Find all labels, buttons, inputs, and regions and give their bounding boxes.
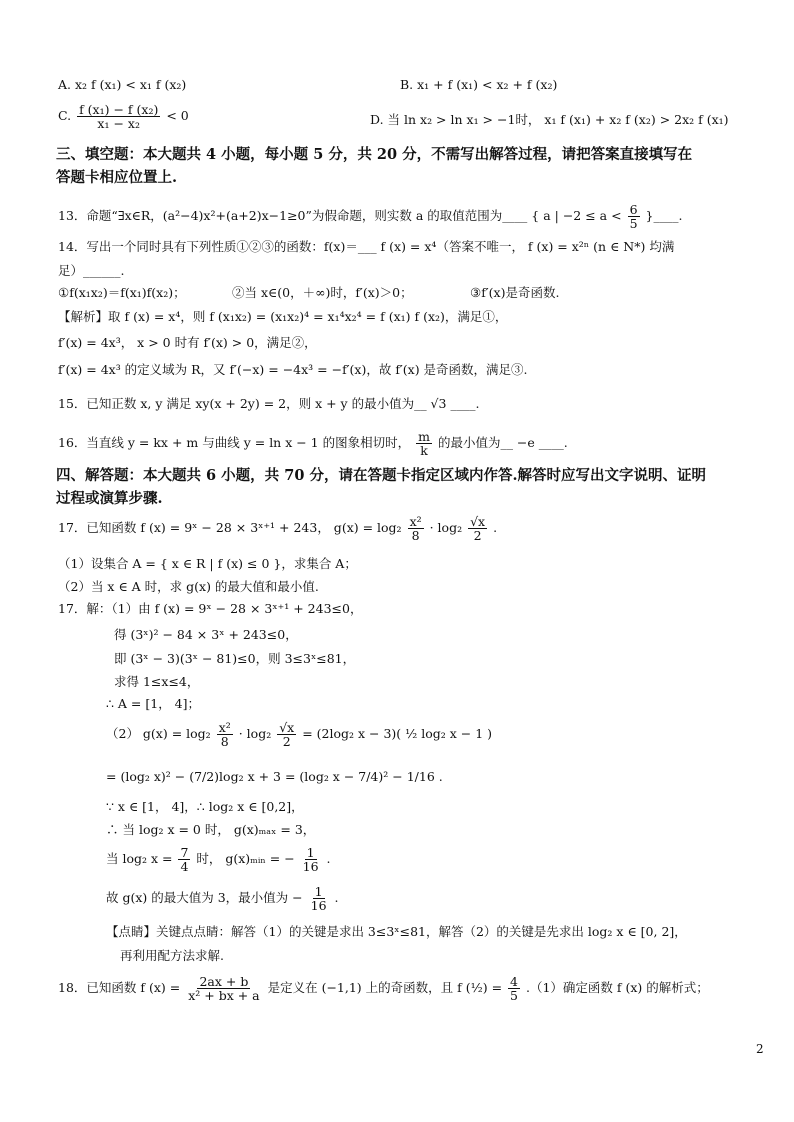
option-b: B. x₁ + f (x₁) < x₂ + f (x₂) bbox=[400, 77, 558, 92]
q17-solution-f: = (log₂ x)² − (7/2)log₂ x + 3 = (log₂ x − 7/4)² − 1/16 . bbox=[106, 769, 443, 784]
q14-solution-3: f′(x) = 4x³ 的定义域为 R，又 f′(−x) = −4x³ = −f′(x)，故 f′(x) 是奇函数，满足③. bbox=[58, 362, 528, 377]
q14-line1: 14．写出一个同时具有下列性质①②③的函数：f(x)＝___ f (x) = x⁴（答案不唯一， f (x) = x²ⁿ (n ∈ N*) 均满 bbox=[58, 239, 675, 254]
q17-stem-frac1 bbox=[408, 515, 424, 542]
q13-text: 13．命题“∃x∈R，(a²−4)x²+(a+2)x−1≥0”为假命题，则实数 a 的取值范围为____ bbox=[58, 208, 528, 224]
q17-solution-b: 即 (3ˣ − 3)(3ˣ − 81)≤0，则 3≤3ˣ≤81， bbox=[114, 651, 356, 666]
option-c-denominator: x₁ − x₂ bbox=[97, 116, 140, 132]
q17-solution-c: 求得 1≤x≤4， bbox=[114, 674, 200, 689]
q17-part2: （2）当 x ∈ A 时，求 g(x) 的最大值和最小值. bbox=[58, 579, 319, 594]
q17-sol-e-frac1 bbox=[217, 721, 233, 748]
q17-sol-e-pre: （2） g(x) = log₂ bbox=[106, 726, 211, 742]
q18-den2: 5 bbox=[510, 988, 518, 1004]
question-15: 15．已知正数 x, y 满足 xy(x + 2y) = 2，则 x + y 的最小值为__ √3 ____. bbox=[58, 396, 480, 411]
q17-solution-head: 17．解：（1）由 f (x) = 9ˣ − 28 × 3ˣ⁺¹ + 243≤0， bbox=[58, 601, 363, 616]
page-number: 2 bbox=[756, 1042, 764, 1056]
q18-fraction2 bbox=[508, 975, 520, 1002]
q17-sol-e-frac2 bbox=[277, 721, 296, 748]
q17-stem-mid: · log₂ bbox=[429, 520, 463, 536]
q17-stem-frac2 bbox=[468, 515, 487, 542]
q14-line2: 足）______. bbox=[58, 263, 125, 278]
q18-post: .（1）确定函数 f (x) 的解析式； bbox=[525, 980, 709, 996]
question-16 bbox=[58, 430, 568, 457]
q17-sol-j-num: 1 bbox=[314, 884, 323, 899]
q17-sol-j-pre: 故 g(x) 的最大值为 3，最小值为 − bbox=[106, 890, 303, 906]
q18-pre: 18．已知函数 f (x) = bbox=[58, 980, 181, 996]
q17-sol-j-post: . bbox=[334, 890, 339, 906]
question-13 bbox=[58, 203, 682, 230]
q14-prop1: ①f(x₁x₂)＝f(x₁)f(x₂)； bbox=[58, 285, 186, 300]
q14-solution-1: 【解析】取 f (x) = x⁴，则 f (x₁x₂) = (x₁x₂)⁴ = x₁⁴x₂⁴ = f (x₁) f (x₂)，满足①， bbox=[58, 309, 508, 324]
q17-stem-den2: 2 bbox=[473, 528, 482, 544]
q17-sol-e-num2: √x bbox=[279, 720, 295, 735]
q16-post: 的最小值为__ −e ____. bbox=[437, 435, 568, 451]
q14-solution-2: f′(x) = 4x³， x > 0 时有 f′(x) > 0，满足②， bbox=[58, 335, 317, 350]
q18-fraction bbox=[186, 975, 261, 1002]
q17-sol-e-den1: 8 bbox=[220, 734, 229, 750]
q17-solution-g: ∵ x ∈ [1， 4]，∴ log₂ x ∈ [0,2]， bbox=[106, 799, 304, 814]
q13-answer-post: }____. bbox=[645, 208, 683, 224]
q17-solution-e bbox=[106, 721, 492, 748]
q17-sol-i-den: 4 bbox=[180, 859, 189, 875]
q18-den: x² + bx + a bbox=[188, 988, 260, 1004]
q17-sol-i-num: 7 bbox=[180, 845, 189, 860]
section4-title-line2: 过程或演算步骤. bbox=[56, 490, 163, 507]
q17-note-line2: 再利用配方法求解. bbox=[120, 948, 224, 963]
q17-stem-num1: x² bbox=[409, 514, 422, 529]
q16-fraction bbox=[416, 430, 432, 457]
q17-sol-i-frac2 bbox=[301, 846, 321, 873]
q17-sol-e-mid: · log₂ bbox=[238, 726, 272, 742]
section3-title-line1: 三、填空题：本大题共 4 小题，每小题 5 分，共 20 分，不需写出解答过程，请把答案直接填写在 bbox=[56, 146, 693, 163]
q17-sol-e-post: = (2log₂ x − 3)( ½ log₂ x − 1 ) bbox=[302, 726, 493, 742]
q17-sol-i-post: . bbox=[326, 851, 331, 867]
q17-solution-a: 得 (3ˣ)² − 84 × 3ˣ + 243≤0， bbox=[114, 627, 298, 642]
q14-prop3: ③f′(x)是奇函数. bbox=[470, 285, 560, 300]
q17-solution-j bbox=[106, 885, 339, 912]
q16-den: k bbox=[420, 443, 428, 459]
q17-sol-j-frac bbox=[309, 885, 329, 912]
question-18 bbox=[58, 975, 709, 1002]
q17-note-line1: 【点睛】关键点点睛：解答（1）的关键是求出 3≤3ˣ≤81，解答（2）的关键是先求出 log₂ x ∈ [0, 2]， bbox=[106, 924, 687, 939]
q17-part1: （1）设集合 A = { x ∈ R | f (x) ≤ 0 }，求集合 A； bbox=[58, 556, 357, 571]
q17-sol-i-frac1 bbox=[178, 846, 190, 873]
option-c-numerator: f (x₁) − f (x₂) bbox=[79, 102, 159, 117]
q17-sol-j-den: 16 bbox=[310, 898, 327, 914]
section3-title-line2: 答题卡相应位置上. bbox=[56, 169, 178, 186]
q18-num2: 4 bbox=[510, 974, 518, 989]
section4-title-line1: 四、解答题：本大题共 6 小题，共 70 分，请在答题卡指定区域内作答.解答时应写出文字说明、证明 bbox=[56, 467, 707, 484]
option-c-relation: < 0 bbox=[166, 108, 189, 124]
q17-sol-e-num1: x² bbox=[218, 720, 231, 735]
q13-answer-num: 6 bbox=[629, 202, 638, 217]
q17-solution-i bbox=[106, 846, 331, 873]
q13-answer-pre: { a | −2 ≤ a < bbox=[531, 208, 622, 224]
option-c bbox=[58, 103, 189, 130]
q18-mid: 是定义在 (−1,1) 上的奇函数，且 f (½) = bbox=[267, 980, 503, 996]
q13-answer-den: 5 bbox=[629, 216, 638, 232]
option-d: D. 当 ln x₂ > ln x₁ > −1时， x₁ f (x₁) + x₂ f (x₂) > 2x₂ f (x₁) bbox=[370, 112, 729, 127]
q17-sol-e-den2: 2 bbox=[282, 734, 291, 750]
q17-stem-pre: 17．已知函数 f (x) = 9ˣ − 28 × 3ˣ⁺¹ + 243， g(x) = log₂ bbox=[58, 520, 402, 536]
q17-stem-num2: √x bbox=[470, 514, 486, 529]
q17-stem bbox=[58, 515, 497, 542]
q14-prop2: ②当 x∈(0，＋∞)时，f′(x)＞0； bbox=[232, 285, 413, 300]
option-a: A. x₂ f (x₁) < x₁ f (x₂) bbox=[58, 77, 187, 92]
option-c-label: C. bbox=[58, 108, 72, 124]
q17-sol-i-num2: 1 bbox=[306, 845, 315, 860]
q17-sol-i-den2: 16 bbox=[302, 859, 319, 875]
q17-solution-d: ∴ A = [1， 4]； bbox=[106, 696, 201, 711]
q17-sol-i-mid: 时， g(x)ₘᵢₙ = − bbox=[196, 851, 295, 867]
q17-stem-den1: 8 bbox=[411, 528, 420, 544]
q17-stem-post: . bbox=[493, 520, 498, 536]
q16-num: m bbox=[418, 429, 430, 444]
q17-sol-i-pre: 当 log₂ x = bbox=[106, 851, 173, 867]
q17-solution-h: ∴ 当 log₂ x = 0 时， g(x)ₘₐₓ = 3， bbox=[106, 822, 316, 837]
q18-num: 2ax + b bbox=[199, 974, 249, 989]
q16-pre: 16．当直线 y = kx + m 与曲线 y = ln x − 1 的图象相切时， bbox=[58, 435, 411, 451]
option-c-fraction bbox=[77, 103, 160, 130]
q13-answer-fraction bbox=[628, 203, 640, 230]
